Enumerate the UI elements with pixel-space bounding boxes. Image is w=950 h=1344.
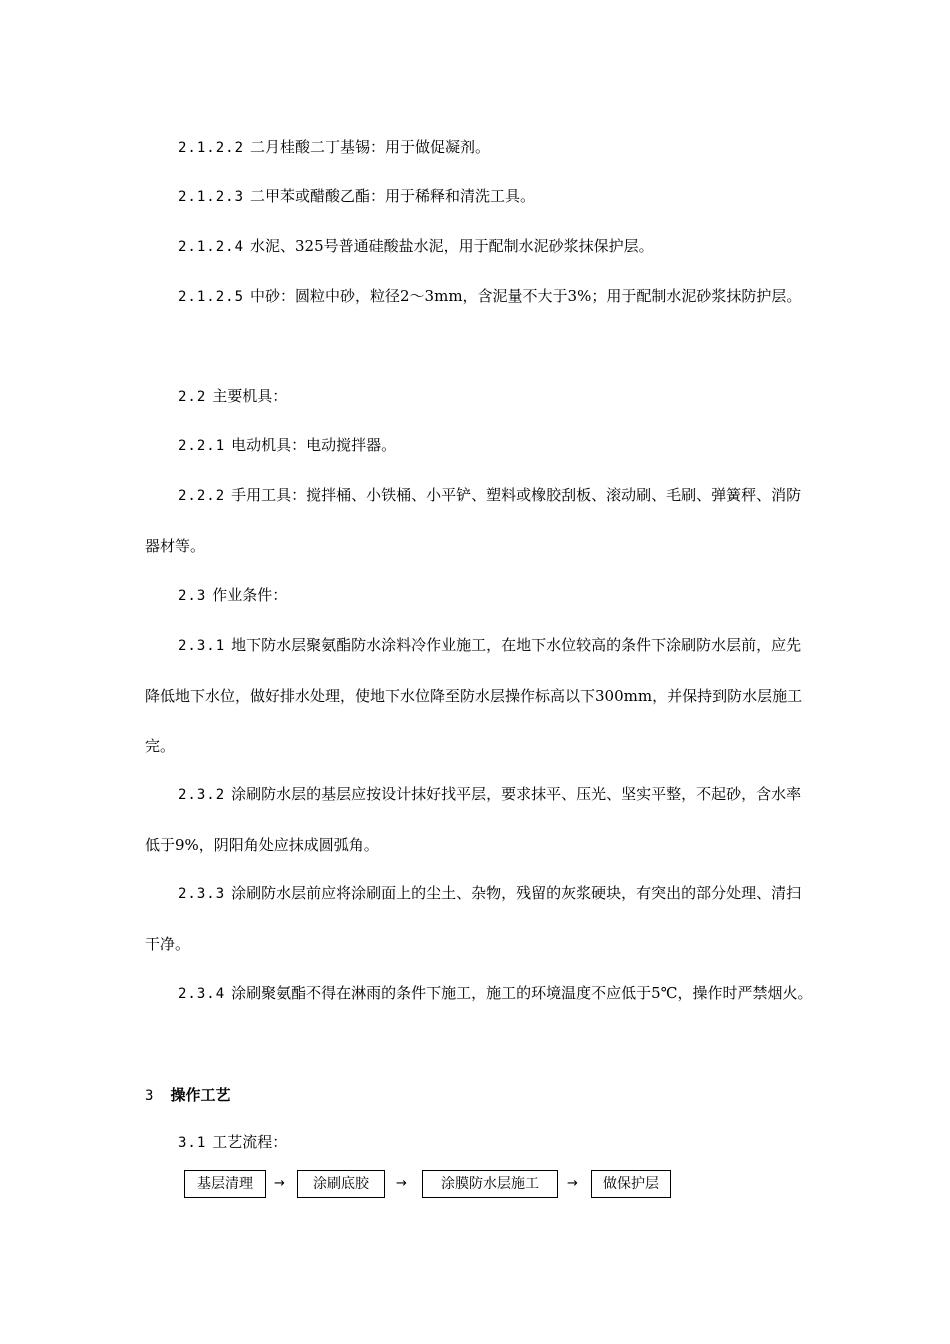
paragraph-2-1-2-4 (145, 221, 815, 272)
paragraph-number: 2.1.2.4 (178, 239, 245, 255)
section-heading (145, 1080, 230, 1111)
paragraph-text: 作业条件： (212, 586, 288, 604)
flow-step-membrane: 涂膜防水层施工 (422, 1170, 558, 1198)
paragraph-number: 2.3.3 (178, 886, 226, 902)
paragraph-text: 中砂：圆粒中砂，粒径2～3mm，含泥量不大于3%；用于配制水泥砂浆抹防护层。 (250, 287, 802, 305)
paragraph-2-3-3 (145, 868, 815, 969)
paragraph-number: 2.2.1 (178, 438, 226, 454)
paragraph-text: 涂刷防水层前应将涂刷面上的尘土、杂物，残留的灰浆硬块，有突出的部分处理、清扫干净。 (145, 884, 802, 953)
paragraph-2-1-2-3 (145, 171, 815, 222)
paragraph-text: 电动机具：电动搅拌器。 (231, 436, 397, 454)
paragraph-number: 2.3.4 (178, 986, 226, 1002)
paragraph-text: 涂刷防水层的基层应按设计抹好找平层，要求抹平、压光、坚实平整，不起砂，含水率低于9%，阴阳角处应抹成圆弧角。 (145, 785, 802, 854)
paragraph-text: 水泥、325号普通硅酸盐水泥，用于配制水泥砂浆抹保护层。 (250, 237, 654, 255)
paragraph-2-1-2-5 (145, 271, 815, 322)
paragraph-2-3 (145, 570, 815, 621)
paragraph-number: 2.3 (178, 588, 207, 604)
paragraph-3-1 (145, 1117, 815, 1168)
paragraph-text: 涂刷聚氨酯不得在淋雨的条件下施工，施工的环境温度不应低于5℃，操作时严禁烟火。 (231, 984, 813, 1002)
flow-arrow-icon: → (567, 1176, 578, 1191)
paragraph-number: 2.3.1 (178, 638, 226, 654)
paragraph-2-3-2 (145, 769, 815, 870)
flow-arrow-icon: → (274, 1176, 285, 1191)
flow-arrow-icon: → (396, 1176, 407, 1191)
paragraph-2-2-2 (145, 470, 815, 571)
paragraph-2-3-4 (145, 968, 815, 1019)
paragraph-text: 二月桂酸二丁基锡：用于做促凝剂。 (250, 138, 491, 156)
paragraph-number: 3.1 (178, 1135, 207, 1151)
section-title: 操作工艺 (170, 1086, 231, 1104)
section-number: 3 (145, 1088, 155, 1104)
flow-step-protective-layer: 做保护层 (591, 1170, 671, 1198)
paragraph-number: 2.1.2.2 (178, 140, 245, 156)
paragraph-2-2-1 (145, 420, 815, 471)
paragraph-number: 2.2 (178, 389, 207, 405)
paragraph-2-2 (145, 371, 815, 422)
paragraph-text: 地下防水层聚氨酯防水涂料冷作业施工，在地下水位较高的条件下涂刷防水层前，应先降低地下水位，做好排水处理，使地下水位降至防水层操作标高以下300mm，并保持到防水层施工完。 (145, 636, 803, 755)
process-flow-diagram (0, 1170, 950, 1198)
paragraph-number: 2.3.2 (178, 787, 226, 803)
paragraph-number: 2.2.2 (178, 488, 226, 504)
paragraph-text: 二甲苯或醋酸乙酯：用于稀释和清洗工具。 (250, 187, 536, 205)
flow-step-base-cleaning: 基层清理 (184, 1170, 266, 1198)
paragraph-text: 工艺流程： (212, 1133, 288, 1151)
paragraph-number: 2.1.2.3 (178, 189, 245, 205)
paragraph-text: 主要机具： (212, 387, 288, 405)
paragraph-2-1-2-2 (145, 122, 815, 173)
paragraph-2-3-1 (145, 620, 815, 771)
paragraph-text: 手用工具：搅拌桶、小铁桶、小平铲、塑料或橡胶刮板、滚动刷、毛刷、弹簧秤、消防器材等。 (145, 486, 802, 555)
paragraph-number: 2.1.2.5 (178, 289, 245, 305)
flow-step-primer: 涂刷底胶 (297, 1170, 385, 1198)
